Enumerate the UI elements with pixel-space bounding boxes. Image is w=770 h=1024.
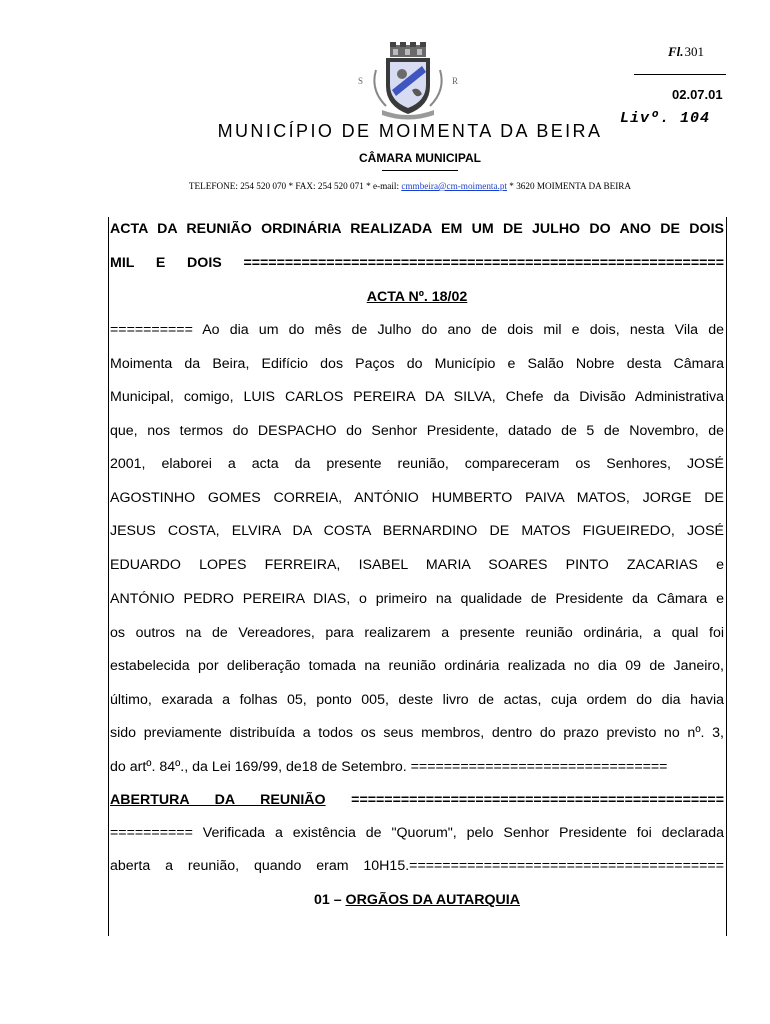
council-underline bbox=[382, 170, 458, 171]
paragraph-1-line: ANTÓNIO PEDRO PEREIRA DIAS, o primeiro na qualidade de Presidente da Câmara e bbox=[110, 591, 724, 607]
acta-title-line-2: MIL E DOIS ========================================================== bbox=[110, 255, 724, 271]
acta-number: ACTA Nº. 18/02 bbox=[366, 289, 468, 305]
folio-number: Fl.301 bbox=[668, 44, 705, 59]
book-number: Livº. 104 bbox=[620, 110, 711, 127]
section-heading-abertura: ABERTURA DA REUNIÃO ============================================= bbox=[110, 792, 724, 808]
right-margin-rule bbox=[726, 217, 727, 936]
paragraph-1-line: JESUS COSTA, ELVIRA DA COSTA BERNARDINO DE MATOS FIGUEIREDO, JOSÉ bbox=[110, 523, 724, 539]
document-date: 02.07.01 bbox=[672, 87, 723, 102]
paragraph-1-line: AGOSTINHO GOMES CORREIA, ANTÓNIO HUMBERTO PAIVA MATOS, JORGE DE bbox=[110, 490, 724, 506]
paragraph-1-line: que, nos termos do DESPACHO do Senhor Presidente, datado de 5 de Novembro, de bbox=[110, 423, 724, 439]
paragraph-2-line: ========== Verificada a existência de "Quorum", pelo Senhor Presidente foi declarada bbox=[110, 825, 724, 841]
folio-rule bbox=[634, 74, 726, 75]
paragraph-1-line: último, exarada a folhas 05, ponto 005, deste livro de actas, cuja ordem do dia havia bbox=[110, 692, 724, 708]
agenda-item-heading: 01 – ORGÃOS DA AUTARQUIA bbox=[313, 892, 520, 908]
paragraph-1-line: ========== Ao dia um do mês de Julho do ano de dois mil e dois, nesta Vila de bbox=[110, 322, 724, 338]
paragraph-1-line: 2001, elaborei a acta da presente reunião, compareceram os Senhores, JOSÉ bbox=[110, 456, 724, 472]
left-margin-rule bbox=[108, 217, 109, 936]
acta-title-line-1: ACTA DA REUNIÃO ORDINÁRIA REALIZADA EM UM DE JULHO DO ANO DE DOIS bbox=[110, 221, 724, 237]
paragraph-1-line: estabelecida por deliberação tomada na reunião ordinária realizada no dia 09 de Janeiro, bbox=[110, 658, 724, 674]
municipal-crest-icon bbox=[352, 40, 464, 120]
paragraph-1-line: os outros na de Vereadores, para realizarem a presente reunião ordinária, a qual foi bbox=[110, 625, 724, 641]
paragraph-1-line: sido previamente distribuída a todos os seus membros, dentro do prazo previsto no nº. 3, bbox=[110, 725, 724, 741]
paragraph-1-line: do artº. 84º., da Lei 169/99, de18 de Setembro. =============================== bbox=[110, 759, 668, 775]
paragraph-1-line: Moimenta da Beira, Edifício dos Paços do Município e Salão Nobre desta Câmara bbox=[110, 356, 724, 372]
email-link[interactable]: cmmbeira@cm-moimenta.pt bbox=[401, 181, 507, 191]
contact-line: TELEFONE: 254 520 070 * FAX: 254 520 071 * e-mail: cmmbeira@cm-moimenta.pt * 3620 MOIMENTA DA BEIRA bbox=[188, 181, 632, 191]
council-title: CÂMARA MUNICIPAL bbox=[359, 151, 481, 165]
paragraph-1-line: Municipal, comigo, LUIS CARLOS PEREIRA DA SILVA, Chefe da Divisão Administrativa bbox=[110, 389, 724, 405]
paragraph-1-line: EDUARDO LOPES FERREIRA, ISABEL MARIA SOARES PINTO ZACARIAS e bbox=[110, 557, 724, 573]
paragraph-2-line: aberta a reunião, quando eram 10H15.====================================== bbox=[110, 858, 724, 874]
crest-letter-right: R bbox=[452, 76, 459, 86]
municipality-title: MUNICÍPIO DE MOIMENTA DA BEIRA bbox=[217, 121, 603, 141]
crest-letter-left: S bbox=[358, 76, 364, 86]
